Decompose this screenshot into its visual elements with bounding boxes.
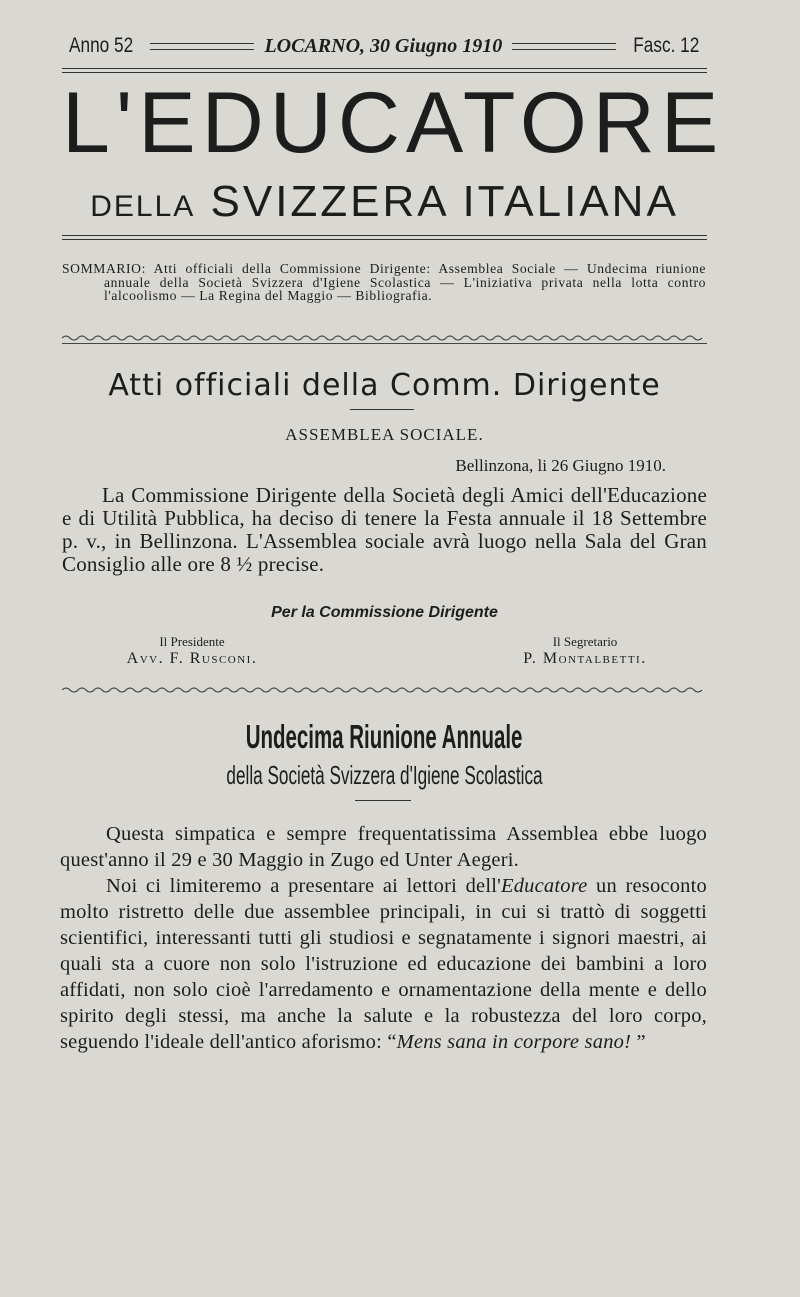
article-text: un resoconto molto ristretto delle due assemblee principali, in cui si trattò di soggetti scientifici, interessanti tutti gli studiosi e segnatamente i signori maestri, ai quali sta a cuore non solo l'istruzione ed educazione dei bambini a loro affidati, non solo cioè l'arredamento e ornamentazione della mente e dello spirito degli stessi, ma anche la salute e la robustezza del loro corpo, seguendo l'ideale dell'antico aforismo: “ (60, 875, 707, 1053)
divider-rule (62, 343, 707, 344)
president-signature (92, 634, 292, 668)
journal-title: L'EDUCATORE (62, 75, 725, 171)
aphorism-quote: Mens sana in corpore sano! (396, 1031, 632, 1053)
issue-place-date: LOCARNO, 30 Giugno 1910 (264, 34, 503, 57)
article-paragraph (60, 873, 707, 1055)
section-subtitle-igiene-text: della Società Svizzera d'Igiene Scolastica (226, 760, 543, 790)
article-paragraph: Questa simpatica e sempre frequentatissima Assemblea ebbe luogo quest'anno il 29 e 30 Maggio in Zugo ed Unter Aegeri. (60, 823, 707, 871)
masthead-rule (62, 235, 707, 240)
announcement-text: La Commissione Dirigente della Società degli Amici dell'Educazione e di Utilità Pubblica, ha deciso di tenere la Festa annuale il 18 Settembre p. v., in Bellinzona. L'Assemblea sociale avrà luogo nella Sala del Gran Consiglio alle ore 8 ½ precise. (62, 483, 707, 576)
journal-subtitle (62, 177, 707, 226)
section-title-riunione (62, 720, 707, 753)
article-text: Noi ci limiteremo a presentare ai lettori dell' (106, 875, 501, 897)
toc-text: Atti officiali della Commissione Dirigente: Assemblea Sociale — Undecima riunione annuale della Società Svizzera d'Igiene Scolastica — L'iniziativa privata nella lotta contro l'alcoolismo — La Regina del Maggio — Bibliografia. (104, 261, 707, 303)
issue-number: Fasc. 12 (633, 34, 700, 57)
secretary-signature (470, 634, 700, 668)
toc-label: SOMMARIO: (62, 261, 146, 276)
president-role: Il Presidente (159, 634, 225, 649)
president-name: Avv. F. Rusconi. (126, 650, 258, 667)
table-of-contents (62, 261, 707, 303)
section-subtitle-igiene (62, 762, 707, 788)
dateline: Bellinzona, li 26 Giugno 1910. (455, 456, 666, 475)
secretary-name: P. Montalbetti. (523, 650, 647, 667)
title-underline (350, 409, 414, 410)
announcement-paragraph (62, 484, 707, 576)
wavy-divider-line (62, 686, 707, 696)
title-underline (355, 800, 411, 801)
journal-subtitle-prefix: DELLA (90, 190, 196, 223)
article-body (60, 821, 707, 1055)
journal-name-italic: Educatore (501, 875, 588, 897)
section-title-riunione-text: Undecima Riunione Annuale (246, 718, 523, 755)
secretary-role: Il Segretario (552, 634, 618, 649)
header-divider (150, 43, 254, 50)
signed-for: Per la Commissione Dirigente (271, 604, 498, 621)
header-divider (512, 43, 616, 50)
journal-subtitle-main: SVIZZERA ITALIANA (210, 177, 679, 226)
wavy-divider (62, 686, 707, 696)
section-subtitle-assemblea: ASSEMBLEA SOCIALE. (285, 425, 484, 444)
issue-year: Anno 52 (69, 34, 134, 57)
issue-header-line (62, 34, 707, 58)
article-text: ” (631, 1031, 646, 1053)
section-title-atti: Atti officiali della Comm. Dirigente (108, 368, 661, 403)
header-rule (62, 68, 707, 73)
